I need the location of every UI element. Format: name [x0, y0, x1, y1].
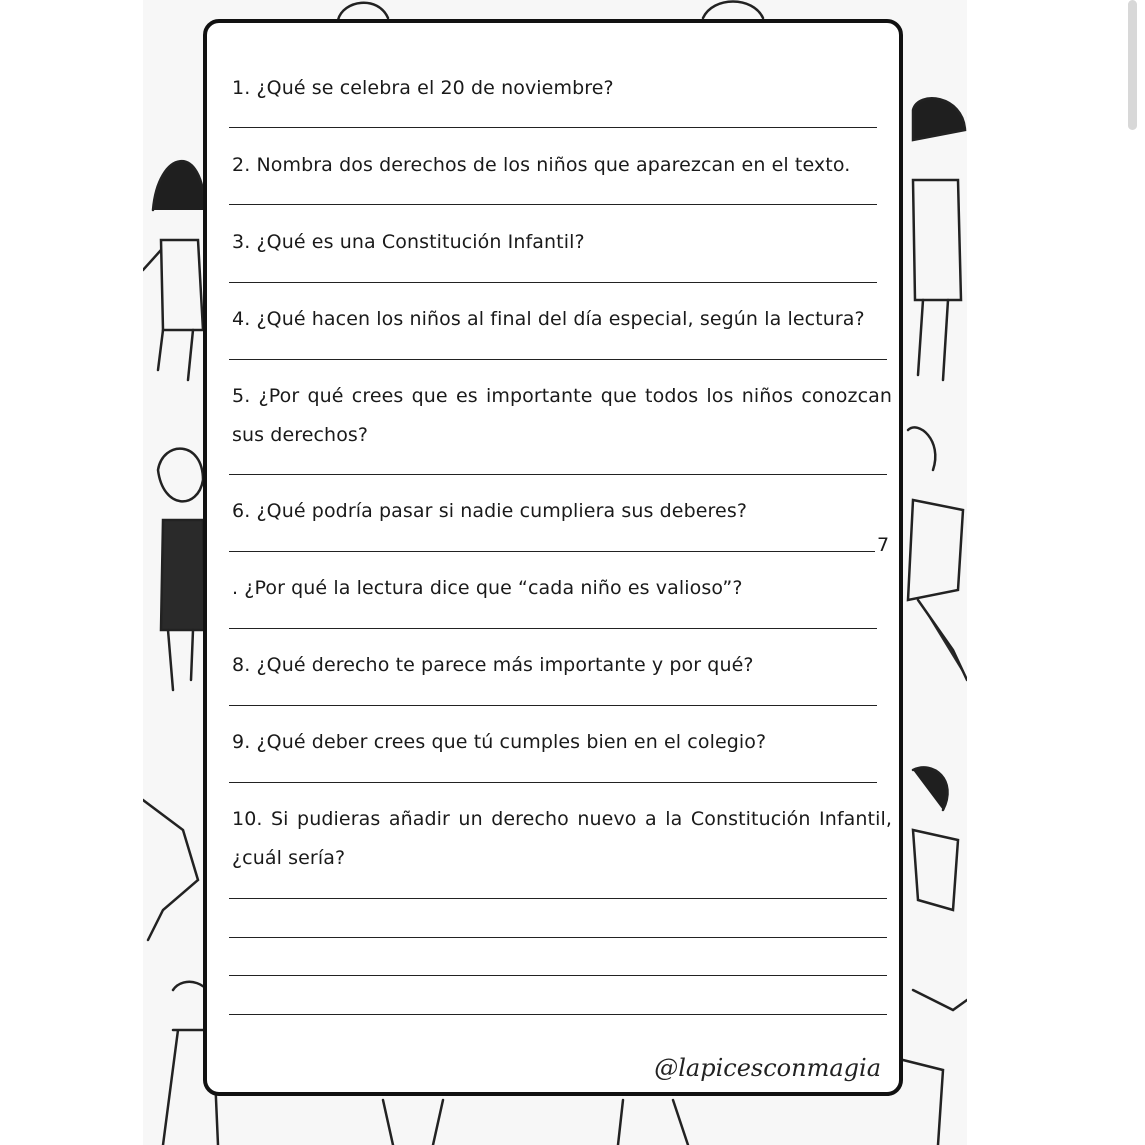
question-8: 8. ¿Qué derecho te parece más importante y por qué?	[232, 654, 754, 676]
question-4: 4. ¿Qué hacen los niños al final del día especial, según la lectura?	[232, 308, 865, 330]
scrollbar-thumb[interactable]	[1128, 0, 1137, 130]
answer-line[interactable]	[229, 628, 877, 629]
answer-line[interactable]	[229, 937, 887, 938]
answer-line[interactable]	[229, 204, 877, 205]
stray-number: 7	[877, 534, 890, 556]
answer-line[interactable]	[229, 474, 887, 475]
question-5: 5. ¿Por qué crees que es importante que todos los niños conozcan sus derechos?	[232, 385, 892, 446]
answer-line[interactable]	[229, 705, 877, 706]
author-signature: @lapicesconmagia	[654, 1054, 881, 1082]
question-3: 3. ¿Qué es una Constitución Infantil?	[232, 231, 585, 253]
question-1: 1. ¿Qué se celebra el 20 de noviembre?	[232, 77, 614, 99]
answer-line[interactable]	[229, 359, 887, 360]
answer-line[interactable]	[229, 782, 877, 783]
question-10: 10. Si pudieras añadir un derecho nuevo a la Constitución Infantil, ¿cuál sería?	[232, 808, 892, 869]
question-9: 9. ¿Qué deber crees que tú cumples bien en el colegio?	[232, 731, 767, 753]
answer-line[interactable]	[229, 1014, 887, 1015]
question-7: . ¿Por qué la lectura dice que “cada niño es valioso”?	[232, 577, 743, 599]
answer-line[interactable]	[229, 127, 877, 128]
answer-line[interactable]	[229, 898, 887, 899]
question-6: 6. ¿Qué podría pasar si nadie cumpliera sus deberes?	[232, 500, 748, 522]
answer-line[interactable]	[229, 551, 875, 552]
answer-line[interactable]	[229, 975, 887, 976]
questions-card	[203, 19, 903, 1096]
answer-line[interactable]	[229, 282, 877, 283]
question-2: 2. Nombra dos derechos de los niños que aparezcan en el texto.	[232, 154, 851, 176]
